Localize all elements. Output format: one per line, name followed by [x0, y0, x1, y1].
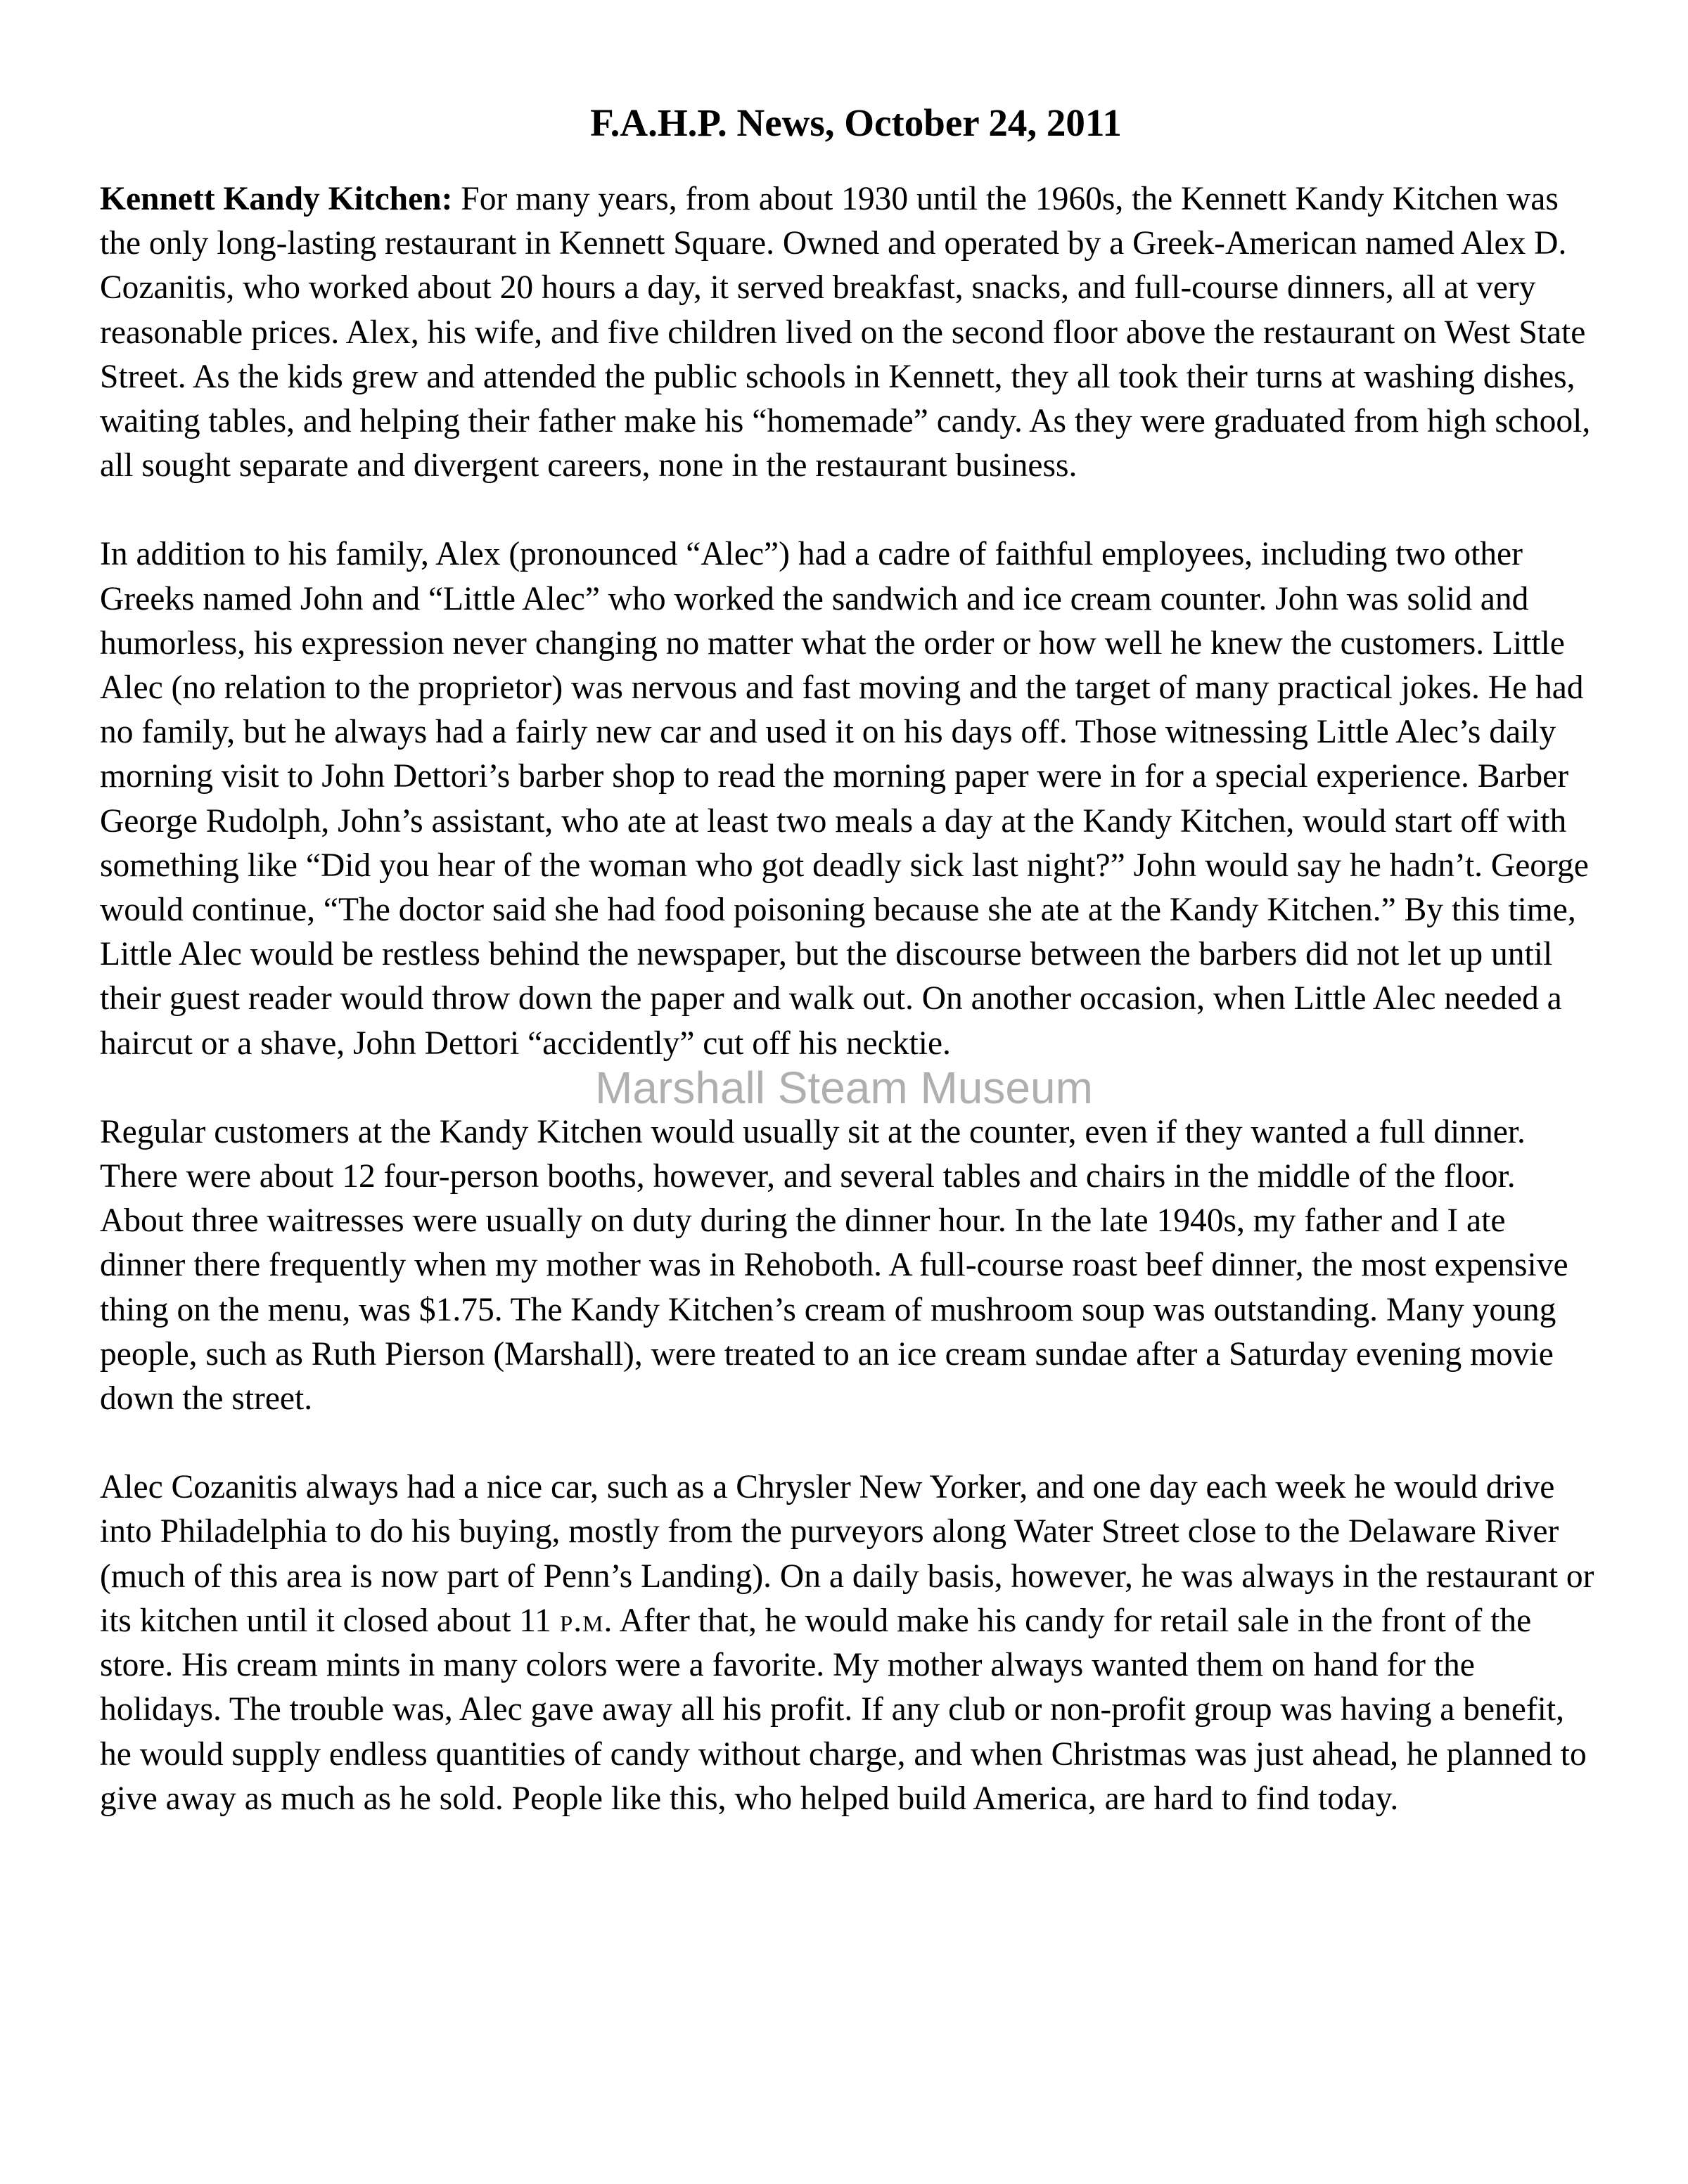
paragraph-alec-cozanitis: [100, 1465, 1598, 1821]
paragraph-kandy-kitchen-intro: [100, 177, 1598, 488]
paragraph-employees: In addition to his family, Alex (pronounced “Alec”) had a cadre of faithful employees, including two other Greeks named John and “Little Alec” who worked the sandwich and ice cream counter. John was solid and humorless, his expression never changing no matter what the order or how well he knew the customers. Little Alec (no relation to the proprietor) was nervous and fast moving and the target of many practical jokes. He had no family, but he always had a fairly new car and used it on his days off. Those witnessing Little Alec’s daily morning visit to John Dettori’s barber shop to read the morning paper were in for a special experience. Barber George Rudolph, John’s assistant, who ate at least two meals a day at the Kandy Kitchen, would start off with something like “Did you hear of the woman who got deadly sick last night?” John would say he hadn’t. George would continue, “The doctor said she had food poisoning because she ate at the Kandy Kitchen.” By this time, Little Alec would be restless behind the newspaper, but the discourse between the barbers did not let up until their guest reader would throw down the paper and walk out. On another occasion, when Little Alec needed a haircut or a shave, John Dettori “accidently” cut off his necktie.: [100, 536, 1589, 1062]
paragraph-text: Alec Cozanitis always had a nice car, such as a Chrysler New Yorker, and one day each week he would drive into Philadelphia to do his buying, mostly from the purveyors along Water Street close to the Delaware River (much of this area is now part of Penn’s Landing). On a daily basis, however, he was always in the restaurant or its kitchen until it closed about 11: [100, 1469, 1594, 1639]
page-title: F.A.H.P. News, October 24, 2011: [590, 101, 1122, 144]
paragraph-text: After that, he would make his candy for retail sale in the front of the store. His cream mints in many colors were a favorite. My mother always wanted them on hand for the holidays. The trouble was, Alec gave away all his profit. If any club or non-profit group was having a benefit, he would supply endless quantities of candy without charge, and when Christmas was just ahead, he planned to give away as much as he sold. People like this, who helped build America, are hard to find today.: [100, 1602, 1587, 1817]
watermark-text: Marshall Steam Museum: [595, 1062, 1093, 1113]
time-mark: p.m.: [559, 1602, 613, 1639]
document-page: [100, 100, 1598, 1865]
paragraph-customers: Regular customers at the Kandy Kitchen would usually sit at the counter, even if they wanted a full dinner. There were about 12 four-person booths, however, and several tables and chairs in the middle of the floor. About three waitresses were usually on duty during the dinner hour. In the late 1940s, my father and I ate dinner there frequently when my mother was in Rehoboth. A full-course roast beef dinner, the most expensive thing on the menu, was $1.75. The Kandy Kitchen’s cream of mushroom soup was outstanding. Many young people, such as Ruth Pierson (Marshall), were treated to an ice cream sundae after a Saturday evening movie down the street.: [100, 1113, 1568, 1418]
paragraph-text: For many years, from about 1930 until the 1960s, the Kennett Kandy Kitchen was the only long-lasting restaurant in Kennett Square. Owned and operated by a Greek-American named Alex D. Cozanitis, who worked about 20 hours a day, it served breakfast, snacks, and full-course dinners, all at very reasonable prices. Alex, his wife, and five children lived on the second floor above the restaurant on West State Street. As the kids grew and attended the public schools in Kennett, they all took their turns at washing dishes, waiting tables, and helping their father make his “homemade” candy. As they were graduated from high school, all sought separate and divergent careers, none in the restaurant business.: [100, 181, 1591, 484]
section-heading: Kennett Kandy Kitchen:: [100, 181, 453, 217]
